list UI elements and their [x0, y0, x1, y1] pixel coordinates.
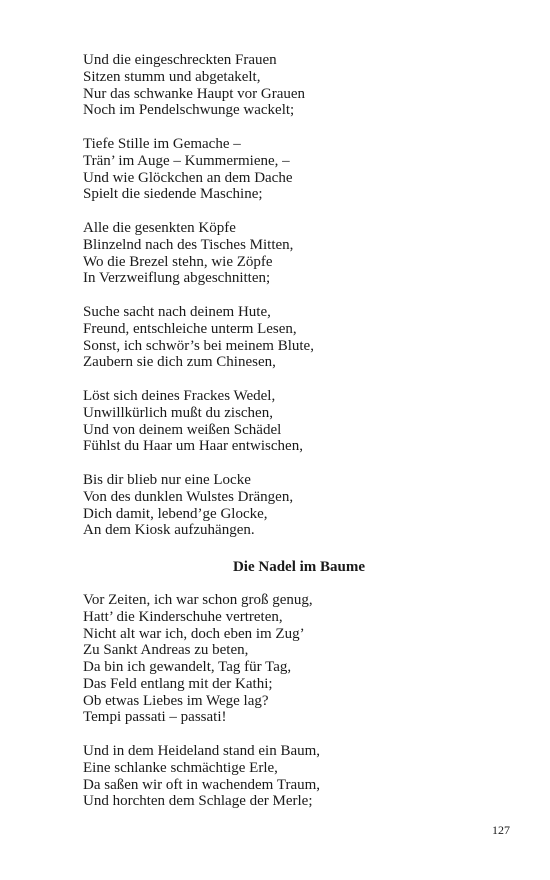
verse-line: Und in dem Heideland stand ein Baum, — [83, 743, 321, 760]
verse-line: Wo die Brezel stehn, wie Zöpfe — [83, 253, 273, 270]
verse-line: Sitzen stumm und abgetakelt, — [83, 68, 261, 85]
verse-line: Hatt’ die Kinderschuhe vertreten, — [83, 608, 283, 625]
text-block — [83, 52, 483, 810]
verse-line: Und horchten dem Schlage der Merle; — [83, 793, 313, 810]
verse-line: Tiefe Stille im Gemache – — [83, 135, 241, 152]
poem-title: Die Nadel im Baume — [232, 559, 366, 576]
verse-line: Sonst, ich schwör’s bei meinem Blute, — [83, 337, 314, 354]
verse-line: Trän’ im Auge – Kummermiene, – — [83, 152, 290, 169]
verse-line: Eine schlanke schmächtige Erle, — [83, 759, 278, 776]
page-number: 127 — [492, 823, 510, 837]
verse-line: Dich damit, lebend’ge Glocke, — [83, 505, 268, 522]
stanza — [83, 304, 483, 371]
verse-line: Nicht alt war ich, doch eben im Zug’ — [83, 625, 305, 642]
verse-line: Und die eingeschreckten Frauen — [83, 52, 277, 68]
stanza — [83, 52, 483, 119]
verse-line: Vor Zeiten, ich war schon groß genug, — [83, 591, 313, 608]
verse-line: Alle die gesenkten Köpfe — [83, 219, 236, 236]
stanza — [83, 472, 483, 539]
verse-line: Da saßen wir oft in wachendem Traum, — [83, 776, 321, 793]
verse-line: Und von deinem weißen Schädel — [83, 421, 282, 438]
verse-line: Da bin ich gewandelt, Tag für Tag, — [83, 659, 292, 676]
verse-line: Tempi passati – passati! — [83, 709, 227, 726]
verse-line: Fühlst du Haar um Haar entwischen, — [83, 438, 303, 455]
verse-line: Suche sacht nach deinem Hute, — [83, 303, 271, 320]
verse-line: Zaubern sie dich zum Chinesen, — [83, 354, 276, 371]
stanza — [83, 220, 483, 287]
verse-line: Löst sich deines Frackes Wedel, — [83, 387, 276, 404]
stanza — [83, 388, 483, 455]
verse-line: An dem Kiosk aufzuhängen. — [83, 522, 255, 539]
verse-line: Unwillkürlich mußt du zischen, — [83, 404, 273, 421]
verse-line: In Verzweiflung abgeschnitten; — [83, 270, 271, 287]
poem-continuation — [83, 52, 483, 539]
verse-line: Und wie Glöckchen an dem Dache — [83, 169, 293, 186]
verse-line: Das Feld entlang mit der Kathi; — [83, 675, 273, 692]
verse-line: Spielt die siedende Maschine; — [83, 186, 263, 203]
verse-line: Von des dunklen Wulstes Drängen, — [83, 488, 294, 505]
verse-line: Ob etwas Liebes im Wege lag? — [83, 692, 269, 709]
verse-line: Bis dir blieb nur eine Locke — [83, 471, 251, 488]
poem-die-nadel-im-baume — [83, 592, 483, 810]
stanza — [83, 136, 483, 203]
verse-line: Noch im Pendelschwunge wackelt; — [83, 102, 295, 119]
verse-line: Zu Sankt Andreas zu beten, — [83, 642, 249, 659]
verse-line: Nur das schwanke Haupt vor Grauen — [83, 85, 306, 102]
verse-line: Freund, entschleiche unterm Lesen, — [83, 320, 297, 337]
verse-line: Blinzelnd nach des Tisches Mitten, — [83, 236, 294, 253]
stanza — [83, 592, 483, 726]
stanza — [83, 743, 483, 810]
